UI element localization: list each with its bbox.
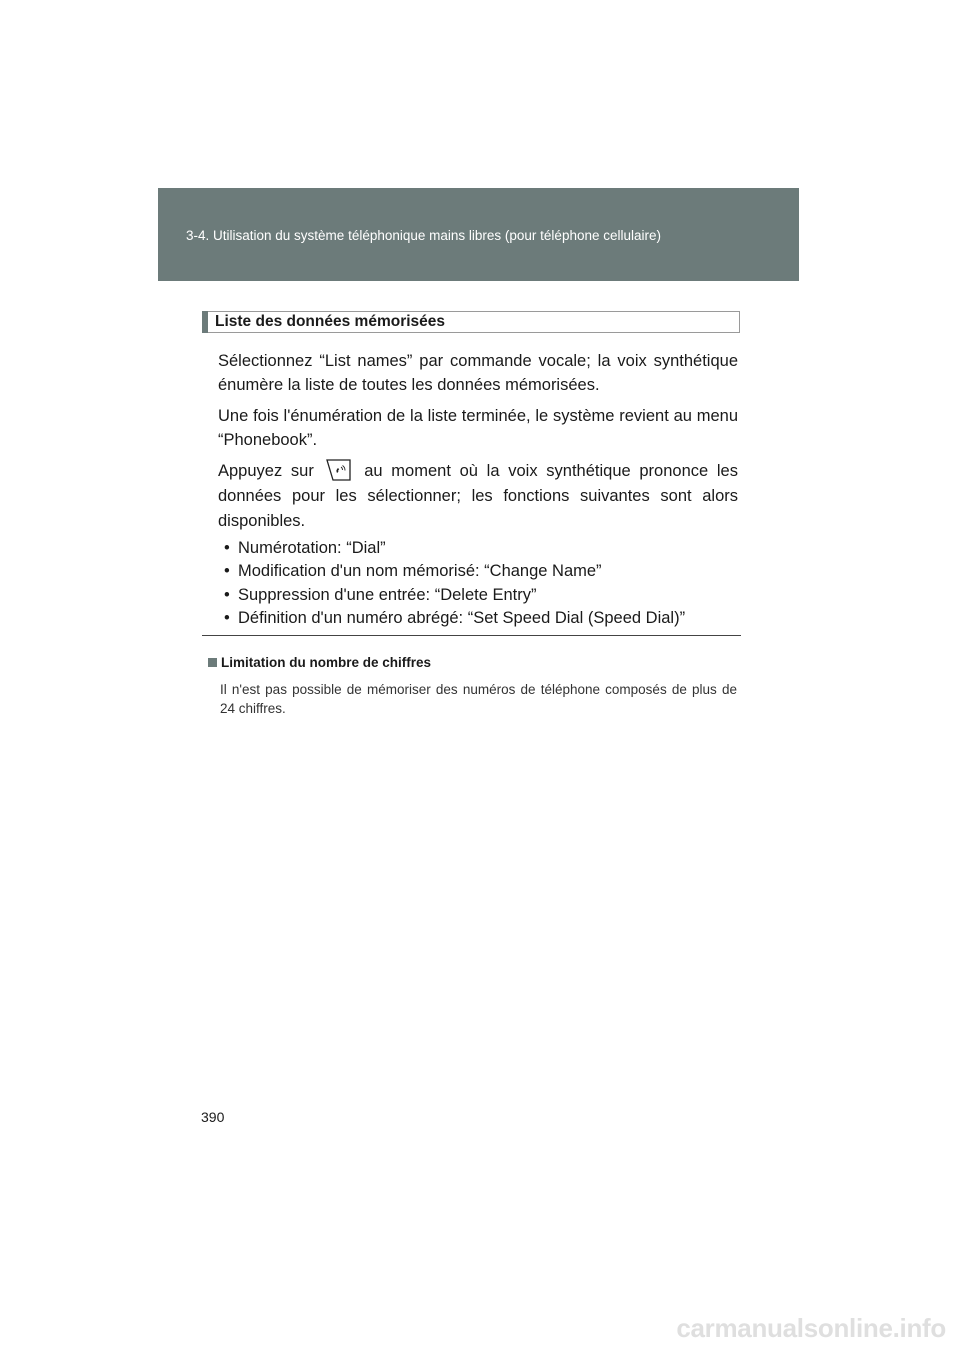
note-heading: [208, 655, 431, 670]
breadcrumb: 3-4. Utilisation du système téléphonique mains libres (pour téléphone cellulaire): [186, 228, 662, 243]
list-item-text: Numérotation: “Dial”: [238, 539, 386, 557]
section-title: Liste des données mémorisées: [215, 313, 446, 330]
section-title-box: [202, 311, 740, 333]
paragraph-press-button: [218, 459, 738, 534]
chapter-header: [158, 188, 799, 281]
paragraph-return-menu: Une fois l'énumération de la liste terminée, le système revient au menu “Phonebook”.: [218, 407, 738, 449]
page-number: 390: [201, 1109, 225, 1125]
note-title: Limitation du nombre de chiffres: [221, 655, 432, 670]
phone-talk-switch-svg: [325, 459, 352, 481]
list-item: • Numérotation: “Dial”: [224, 539, 386, 557]
paragraph-list-names: Sélectionnez “List names” par commande vocale; la voix synthétique énumère la liste de toutes les données mémorisées.: [218, 352, 738, 394]
list-item: • Définition d'un numéro abrégé: “Set Speed Dial (Speed Dial)”: [224, 609, 686, 628]
list-item: • Modification d'un nom mémorisé: “Change Name”: [224, 562, 602, 581]
section-title-accent: [202, 311, 208, 333]
list-item-text: Modification d'un nom mémorisé: “Change Name”: [238, 562, 602, 581]
paragraph-press-before: Appuyez sur: [218, 462, 323, 480]
section-divider: [202, 635, 741, 636]
list-item-text: Définition d'un numéro abrégé: “Set Speed Dial (Speed Dial)”: [238, 609, 686, 628]
note-body: Il n'est pas possible de mémoriser des numéros de téléphone composés de plus de 24 chiffres.: [220, 682, 737, 716]
function-list: [218, 537, 738, 631]
list-item-text: Suppression d'une entrée: “Delete Entry”: [238, 585, 537, 604]
square-bullet-icon: [208, 658, 217, 667]
watermark: carmanualsonline.info: [676, 1313, 946, 1343]
list-item: • Suppression d'une entrée: “Delete Entry”: [224, 585, 537, 604]
paragraph-press-after: au moment où la voix synthétique prononce les données pour les sélectionner; les fonctions suivantes sont alors disponibles.: [218, 462, 738, 530]
phone-talk-switch-icon: [325, 459, 352, 481]
